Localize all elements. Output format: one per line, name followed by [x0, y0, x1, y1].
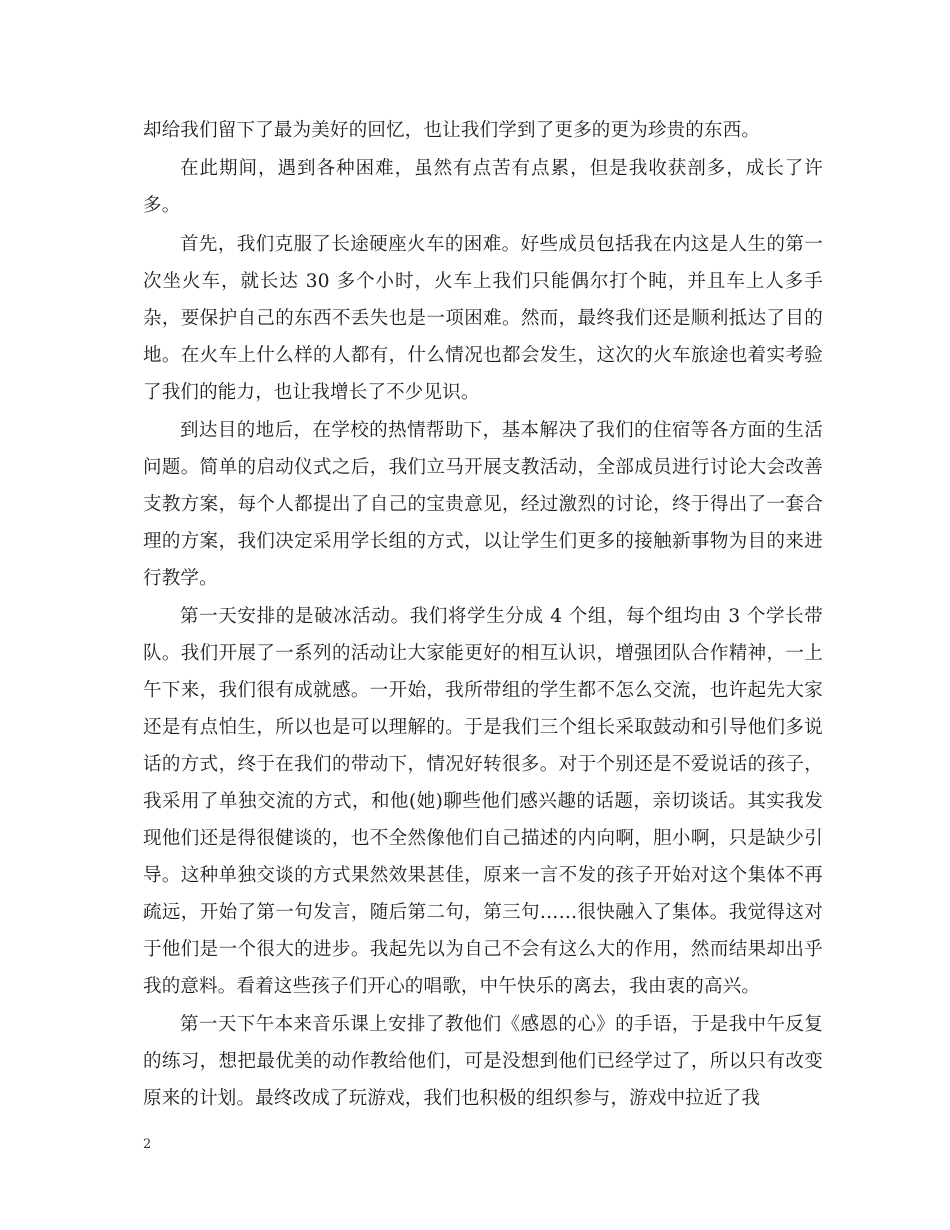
paragraph: 到达目的地后，在学校的热情帮助下，基本解决了我们的住宿等各方面的生活问题。简单的启动仪式之后，我们立马开展支教活动，全部成员进行讨论大会改善支教方案，每个人都提出了自己的宝贵意见，经过激烈的讨论，终于得出了一套合理的方案，我们决定采用学长组的方式，以让学生们更多的接触新事物为目的来进行教学。	[143, 419, 823, 589]
paragraph: 第一天安排的是破冰活动。我们将学生分成 4 个组，每个组均由 3 个学长带队。我们开展了一系列的活动让大家能更好的相互认识，增强团队合作精神，一上午下来，我们很有成就感。一开始，我所带组的学生都不怎么交流，也许起先大家还是有点怕生，所以也是可以理解的。于是我们三个组长采取鼓动和引导他们多说话的方式，终于在我们的带动下，情况好转很多。对于个别还是不爱说话的孩子，我采用了单独交流的方式，和他(她)聊些他们感兴趣的话题，亲切谈话。其实我发现他们还是得很健谈的，也不全然像他们自己描述的内向啊，胆小啊，只是缺少引导。这种单独交谈的方式果然效果甚佳，原来一言不发的孩子开始对这个集体不再疏远，开始了第一句发言，随后第二句，第三句……很快融入了集体。我觉得这对于他们是一个很大的进步。我起先以为自己不会有这么大的作用，然而结果却出乎我的意料。看着这些孩子们开心的唱歌，中午快乐的离去，我由衷的高兴。	[143, 606, 823, 998]
paragraph: 却给我们留下了最为美好的回忆，也让我们学到了更多的更为珍贵的东西。	[143, 120, 761, 141]
page-number: 2	[143, 1137, 152, 1152]
paragraph: 第一天下午本来音乐课上安排了教他们《感恩的心》的手语，于是我中午反复的练习，想把最优美的动作教给他们，可是没想到他们已经学过了，所以只有改变原来的计划。最终改成了玩游戏，我们也积极的组织参与，游戏中拉近了我	[143, 1014, 823, 1110]
paragraph: 首先，我们克服了长途硬座火车的困难。好些成员包括我在内这是人生的第一次坐火车，就长达 30 多个小时，火车上我们只能偶尔打个盹，并且车上人多手杂，要保护自己的东西不丢失也是一项困难。然而，最终我们还是顺利抵达了目的地。在火车上什么样的人都有，什么情况也都会发生，这次的火车旅途也着实考验了我们的能力，也让我增长了不少见识。	[143, 233, 823, 403]
body-text	[143, 112, 823, 1119]
paragraph: 在此期间，遇到各种困难，虽然有点苦有点累，但是我收获剖多，成长了许多。	[143, 158, 823, 217]
